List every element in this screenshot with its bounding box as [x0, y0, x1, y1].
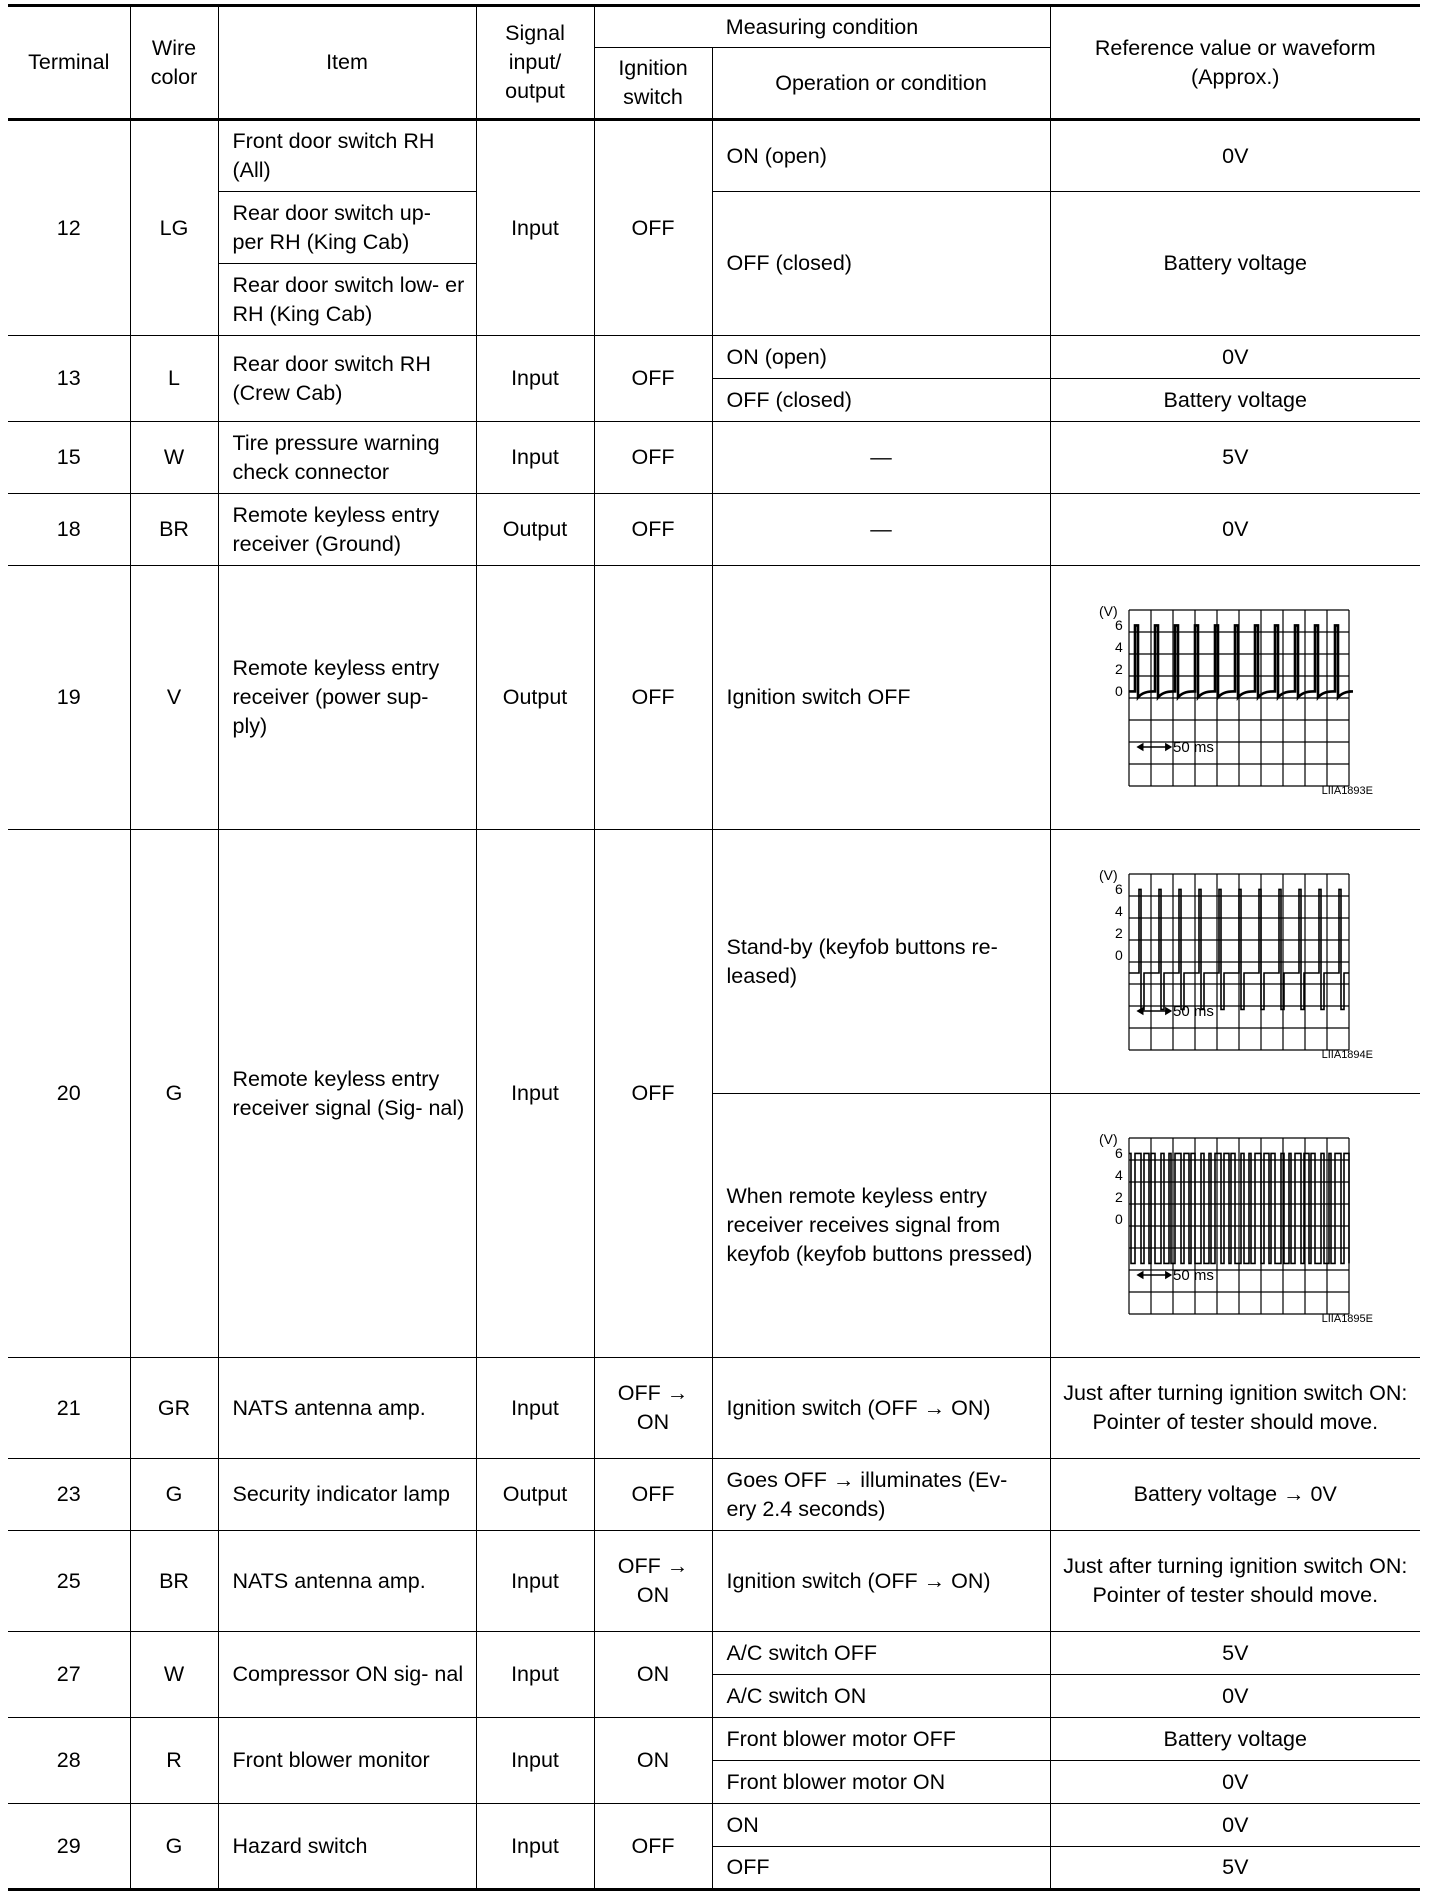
scope-tick-label: 4: [1115, 1166, 1124, 1183]
signal-io: Input: [476, 422, 594, 494]
ignition-switch: ON: [594, 1718, 712, 1804]
operation-condition: A/C switch OFF: [712, 1632, 1050, 1675]
scope-trace: [1129, 625, 1353, 697]
scope-tick-label: 4: [1115, 902, 1124, 919]
terminal-number: 21: [8, 1358, 130, 1459]
reference-value: 5V: [1050, 422, 1420, 494]
time-base-label: 50 ms: [1173, 738, 1215, 756]
ignition-switch: OFF → ON: [594, 1531, 712, 1632]
reference-value: 0V: [1050, 1804, 1420, 1847]
time-base-arrow: [1138, 744, 1171, 750]
scope-tick-label: 6: [1115, 880, 1124, 897]
ignition-switch: OFF: [594, 566, 712, 830]
wire-color: L: [130, 336, 218, 422]
ignition-switch: OFF: [594, 494, 712, 566]
ignition-switch: OFF: [594, 1804, 712, 1890]
figure-code: LIIA1895E: [1321, 1312, 1374, 1325]
scope-unit-label: (V): [1099, 866, 1118, 883]
signal-io: Input: [476, 1632, 594, 1718]
scope-tick-label: 0: [1115, 1210, 1124, 1227]
terminal-number: 18: [8, 494, 130, 566]
waveform-20-standby: [1057, 862, 1415, 1062]
signal-io: Input: [476, 1358, 594, 1459]
wire-color: W: [130, 1632, 218, 1718]
signal-io: Input: [476, 120, 594, 336]
scope-grid: [1129, 1138, 1349, 1314]
terminal-number: 20: [8, 830, 130, 1358]
time-base-label: 50 ms: [1173, 1002, 1215, 1020]
operation-condition: Stand-by (keyfob buttons re- leased): [712, 830, 1050, 1094]
header-ignition-switch: Ignition switch: [594, 48, 712, 120]
wire-color: R: [130, 1718, 218, 1804]
terminal-number: 29: [8, 1804, 130, 1890]
operation-condition: Ignition switch (OFF → ON): [712, 1531, 1050, 1632]
operation-condition: When remote keyless entry receiver receives signal from keyfob (keyfob buttons pressed): [712, 1094, 1050, 1358]
reference-waveform-cell: [1050, 566, 1420, 830]
wire-color: BR: [130, 1531, 218, 1632]
header-reference: Reference value or waveform (Approx.): [1050, 6, 1420, 120]
operation-condition: ON (open): [712, 120, 1050, 192]
item-name: Compressor ON sig- nal: [218, 1632, 476, 1718]
ignition-switch: OFF: [594, 422, 712, 494]
operation-condition: OFF (closed): [712, 192, 1050, 336]
item-name: NATS antenna amp.: [218, 1358, 476, 1459]
ignition-switch: OFF: [594, 1459, 712, 1531]
scope-tick-label: 2: [1115, 660, 1124, 677]
operation-condition: OFF (closed): [712, 379, 1050, 422]
signal-io: Output: [476, 1459, 594, 1531]
time-base-arrow: [1138, 1272, 1171, 1278]
wire-color: V: [130, 566, 218, 830]
item-name: Front door switch RH (All): [218, 120, 476, 192]
scope-unit-label: (V): [1099, 1130, 1118, 1147]
wire-color: BR: [130, 494, 218, 566]
header-terminal: Terminal: [8, 6, 130, 120]
reference-value: Just after turning ignition switch ON: Pointer of tester should move.: [1050, 1531, 1420, 1632]
ignition-switch: OFF: [594, 120, 712, 336]
item-name: Security indicator lamp: [218, 1459, 476, 1531]
waveform-scope: [1095, 1126, 1375, 1326]
signal-io: Input: [476, 830, 594, 1358]
operation-condition: Ignition switch (OFF → ON): [712, 1358, 1050, 1459]
terminal-number: 12: [8, 120, 130, 336]
item-name: Remote keyless entry receiver (Ground): [218, 494, 476, 566]
scope-tick-label: 0: [1115, 682, 1124, 699]
time-base-arrow: [1138, 1008, 1171, 1014]
item-name: Rear door switch RH (Crew Cab): [218, 336, 476, 422]
wire-color: GR: [130, 1358, 218, 1459]
item-name: Rear door switch low- er RH (King Cab): [218, 264, 476, 336]
waveform-scope: [1095, 862, 1375, 1062]
signal-io: Input: [476, 1531, 594, 1632]
scope-tick-label: 6: [1115, 1144, 1124, 1161]
scope-unit-label: (V): [1099, 602, 1118, 619]
operation-condition: —: [712, 422, 1050, 494]
waveform-scope: [1095, 598, 1375, 798]
header-measuring-condition: Measuring condition: [594, 6, 1050, 48]
wire-color: LG: [130, 120, 218, 336]
header-wire-color: Wire color: [130, 6, 218, 120]
ignition-switch: ON: [594, 1632, 712, 1718]
scope-tick-label: 6: [1115, 616, 1124, 633]
reference-value: 5V: [1050, 1632, 1420, 1675]
reference-value: 0V: [1050, 494, 1420, 566]
signal-io: Output: [476, 494, 594, 566]
header-item: Item: [218, 6, 476, 120]
signal-io: Output: [476, 566, 594, 830]
header-operation: Operation or condition: [712, 48, 1050, 120]
scope-tick-label: 0: [1115, 946, 1124, 963]
wire-color: G: [130, 1804, 218, 1890]
wire-color: W: [130, 422, 218, 494]
terminal-number: 23: [8, 1459, 130, 1531]
reference-value: 0V: [1050, 1675, 1420, 1718]
reference-value: 5V: [1050, 1847, 1420, 1890]
ignition-switch: OFF: [594, 830, 712, 1358]
signal-io: Input: [476, 336, 594, 422]
reference-value: 0V: [1050, 336, 1420, 379]
figure-code: LIIA1893E: [1321, 784, 1374, 797]
waveform-20-pressed: [1057, 1126, 1415, 1326]
ignition-switch: OFF: [594, 336, 712, 422]
item-name: Remote keyless entry receiver signal (Sig- nal): [218, 830, 476, 1358]
header-signal-io: Signal input/ output: [476, 6, 594, 120]
item-name: NATS antenna amp.: [218, 1531, 476, 1632]
operation-condition: ON (open): [712, 336, 1050, 379]
wire-color: G: [130, 1459, 218, 1531]
figure-code: LIIA1894E: [1321, 1048, 1374, 1061]
item-name: Remote keyless entry receiver (power sup- ply): [218, 566, 476, 830]
item-name: Tire pressure warning check connector: [218, 422, 476, 494]
reference-value: Battery voltage: [1050, 1718, 1420, 1761]
reference-value: Battery voltage → 0V: [1050, 1459, 1420, 1531]
reference-waveform-cell: [1050, 830, 1420, 1094]
terminal-number: 25: [8, 1531, 130, 1632]
reference-value: 0V: [1050, 120, 1420, 192]
operation-condition: OFF: [712, 1847, 1050, 1890]
signal-io: Input: [476, 1718, 594, 1804]
operation-condition: A/C switch ON: [712, 1675, 1050, 1718]
reference-value: Battery voltage: [1050, 192, 1420, 336]
terminal-number: 19: [8, 566, 130, 830]
item-name: Front blower monitor: [218, 1718, 476, 1804]
scope-tick-label: 2: [1115, 924, 1124, 941]
item-name: Hazard switch: [218, 1804, 476, 1890]
operation-condition: Front blower motor ON: [712, 1761, 1050, 1804]
wire-color: G: [130, 830, 218, 1358]
operation-condition: Front blower motor OFF: [712, 1718, 1050, 1761]
terminal-number: 28: [8, 1718, 130, 1804]
reference-waveform-cell: [1050, 1094, 1420, 1358]
item-name: Rear door switch up- per RH (King Cab): [218, 192, 476, 264]
reference-value: 0V: [1050, 1761, 1420, 1804]
operation-condition: Goes OFF → illuminates (Ev- ery 2.4 seconds): [712, 1459, 1050, 1531]
reference-value: Battery voltage: [1050, 379, 1420, 422]
waveform-19: [1057, 598, 1415, 798]
scope-tick-label: 2: [1115, 1188, 1124, 1205]
terminal-number: 13: [8, 336, 130, 422]
time-base-label: 50 ms: [1173, 1266, 1215, 1284]
terminal-number: 27: [8, 1632, 130, 1718]
operation-condition: —: [712, 494, 1050, 566]
operation-condition: Ignition switch OFF: [712, 566, 1050, 830]
terminal-number: 15: [8, 422, 130, 494]
ignition-switch: OFF → ON: [594, 1358, 712, 1459]
scope-tick-label: 4: [1115, 638, 1124, 655]
signal-io: Input: [476, 1804, 594, 1890]
reference-value: Just after turning ignition switch ON: Pointer of tester should move.: [1050, 1358, 1420, 1459]
operation-condition: ON: [712, 1804, 1050, 1847]
terminal-spec-table: [8, 4, 1420, 1891]
